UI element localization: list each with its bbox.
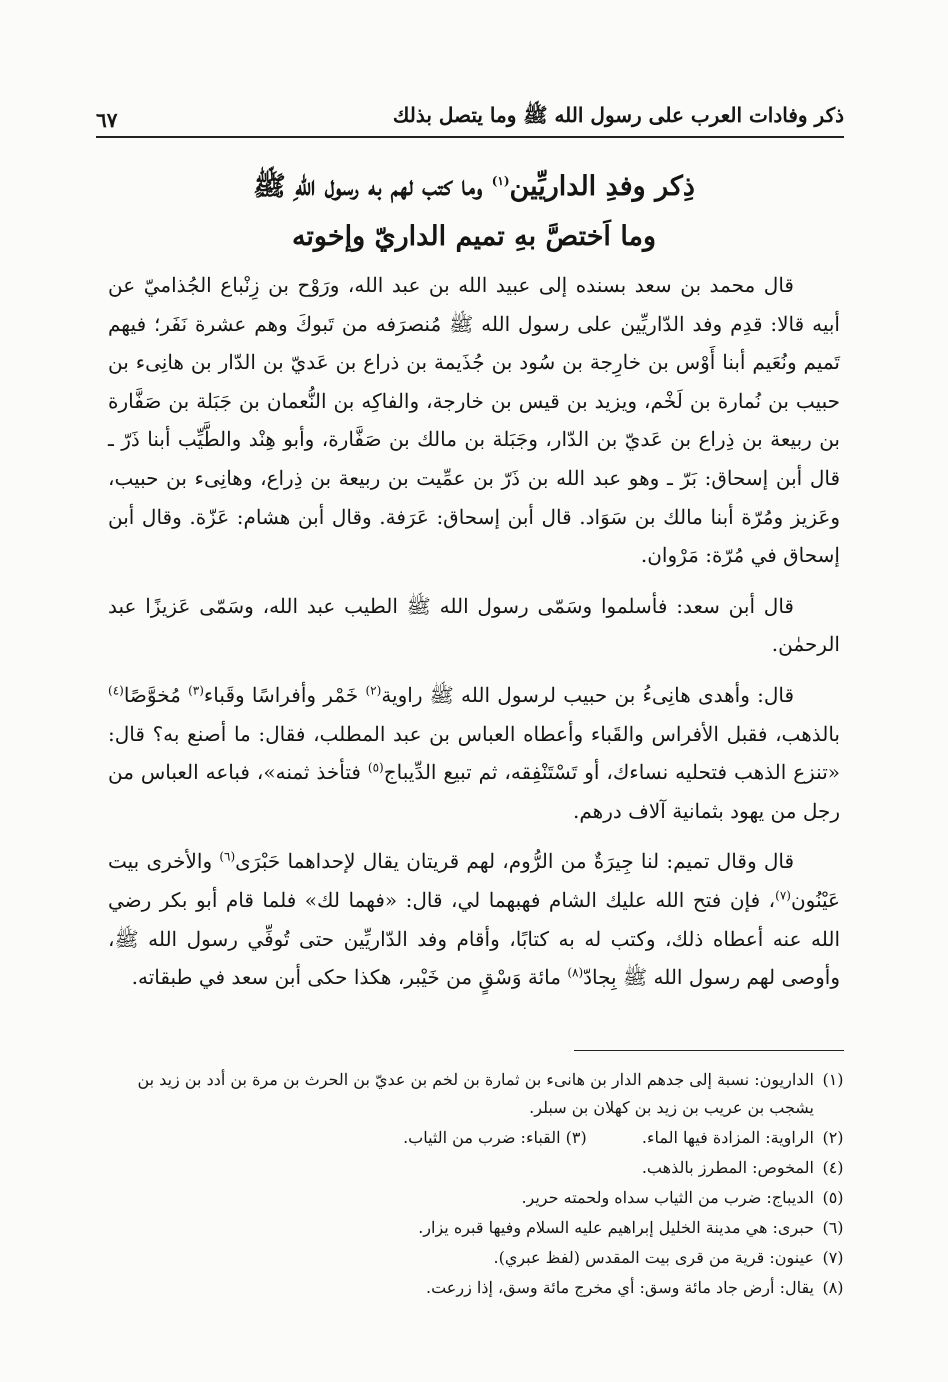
footnote-divider <box>574 1050 844 1051</box>
footnote-number: (٤) <box>822 1158 844 1177</box>
footnote-number: (٦) <box>822 1218 844 1237</box>
footnote-text: عينون: قرية من قرى بيت المقدس (لفظ عبري). <box>493 1248 814 1267</box>
title-line-1-rest: وما كتب لهم به رسول اللّهِ ﷺ <box>253 171 483 202</box>
footnotes <box>104 1066 852 1304</box>
footnote-text: يقال: أرض جاد مائة وسق: أي مخرج مائة وسق، إذا زرعت. <box>426 1278 814 1297</box>
footnote-text: القباء: ضرب من الثياب. <box>403 1128 561 1147</box>
footnote-text: الراوية: المزادة فيها الماء. <box>641 1128 814 1147</box>
paragraph-4 <box>108 842 840 996</box>
title-line-2: وما اَختصَّ بهِ تميم الداريّ وإخوته <box>291 221 657 252</box>
footnote-ref: (٣) <box>188 683 204 698</box>
footnote-number: (٧) <box>822 1248 844 1267</box>
paragraph-4-text: قال وقال تميم: لنا جِيرَةٌ من الرُّوم، لهم قريتان يقال لإحداهما حَبْرَى <box>235 849 794 874</box>
footnote-text: الداريون: نسبة إلى جدهم الدار بن هانىء بن ثمارة بن لخم بن عديّ بن الحرث بن مرة بن أدد بن زيد بن يشجب بن عريب بن زيد بن كهلان بن سبلر. <box>137 1070 814 1117</box>
footnote-text-pair <box>104 1124 814 1152</box>
paragraph-3-text: فتأخذ ثمنه»، فباعه العباس من رجل من يهود بثمانية آلاف درهم. <box>108 760 840 823</box>
footnote-number: (٥) <box>822 1188 844 1207</box>
footnote-item <box>104 1066 852 1122</box>
title-line-1 <box>110 162 838 212</box>
main-text <box>108 266 840 1009</box>
paragraph-1: قال محمد بن سعد بسنده إلى عبيد الله بن عبد الله، ورَوْح بن زِنْباع الجُذاميّ عن أبيه قالا: قدِم وفد الدّاريِّين على رسول الله ﷺ مُنصرَفه من تَبوكَ وهم عشرة نَفَر؛ فيهم تَميم ونُعَيم أبنا أَوْس بن خارِجة بن سُود بن جُذَيمة بن ذراع بن عَديّ بن الدّار بن هانِىء بن حبيب بن نُمارة بن لَخْم، ويزيد بن قيس بن خارجة، والفاكِه بن النُّعمان بن جَبَلة بن صَفَّارة بن ربيعة بن ذِراع بن عَديّ بن الدّار، وجَبَلة بن مالك بن صَفَّارة، وأبو هِنْد والطَّيِّب أبنا ذَرّ ـ قال أبن إسحاق: بَرّ ـ وهو عبد الله بن ذَرّ بن عمِّيت بن ربيعة بن ذِراع، وهانِىء بن حبيب، وعَزيز ومُرّة أبنا مالك بن سَوَاد. قال أبن إسحاق: عَرَفة. وقال أبن هشام: عَزّة. وقال أبن إسحاق في مُرّة: مَرْوان. <box>108 273 841 568</box>
paragraph-3-text: خَمْر وأفراسًا وقَباء <box>203 682 359 707</box>
footnote-number: (١) <box>822 1070 844 1089</box>
footnote-ref: (١) <box>491 174 510 188</box>
footnote-ref: (٦) <box>219 849 236 864</box>
footnote-text: الديباج: ضرب من الثياب سداه ولحمته حرير. <box>521 1188 814 1207</box>
footnote-ref: (٤) <box>108 683 124 698</box>
footnote-number: (٨) <box>822 1278 844 1297</box>
footnote-ref: (٢) <box>365 683 382 698</box>
footnote-ref: (٧) <box>775 888 791 903</box>
page-number: ٦٧ <box>96 108 118 132</box>
paragraph-4-text: ، فإن فتح الله عليك الشام فهبهما لي، قال: «فهما لك» فلما قام أبو بكر رضي الله عنه أعطاه ذلك، وكتب له به كتابًا، وأقام وفد الدّاريِّين حتى تُوفِّي رسول الله ﷺ، وأوصى لهم رسول الله ﷺ بِجادّ <box>108 887 840 990</box>
paragraph-3-text: بالذهب، فقبل الأفراس والقَباء وأعطاه العباس بن عبد المطلب، فقال: ما أصنع به؟ قال: «تنزع الذهب فتحليه نساءك، أو تَسْتَنْفِقه، ثم تبيع الدِّيباج <box>108 721 841 785</box>
paragraph-3-text: مُخوَّصًا <box>123 682 181 707</box>
footnote-number: (٢) <box>822 1128 844 1147</box>
page-header <box>96 98 844 138</box>
footnote-text: المخوص: المطرز بالذهب. <box>641 1158 814 1177</box>
footnote-ref: (٥) <box>367 760 384 775</box>
chapter-title <box>110 162 838 262</box>
paragraph-3 <box>108 676 840 830</box>
footnote-item <box>104 1214 852 1242</box>
paragraph-4-text: والأخرى بيت عَيْنُون <box>108 849 840 912</box>
footnote-item <box>104 1124 852 1152</box>
paragraph-4-text: مائة وَسْقٍ من خَيْبر، هكذا حكى أبن سعد في طبقاته. <box>131 965 561 990</box>
footnote-item <box>104 1274 852 1302</box>
paragraph-3-text: قال: وأهدى هانِىءُ بن حبيب لرسول الله ﷺ راوية <box>381 682 795 707</box>
footnote-item <box>104 1244 852 1272</box>
running-head: ذكر وفادات العرب على رسول الله ﷺ وما يتصل بذلك <box>392 103 844 127</box>
footnote-item <box>104 1184 852 1212</box>
footnote-ref: (٨) <box>567 965 584 980</box>
paragraph-2: قال أبن سعد: فأسلموا وسَمّى رسول الله ﷺ الطيب عبد الله، وسَمّى عَزيزًا عبد الرحمٰن. <box>108 593 840 657</box>
footnote-item <box>104 1154 852 1182</box>
footnote-text: حبرى: هي مدينة الخليل إبراهيم عليه السلام وفيها قبره يزار. <box>418 1218 814 1237</box>
footnote-number: (٣) <box>565 1128 587 1147</box>
title-line-1-text: ذِكر وفدِ الداريِّين <box>509 171 695 202</box>
